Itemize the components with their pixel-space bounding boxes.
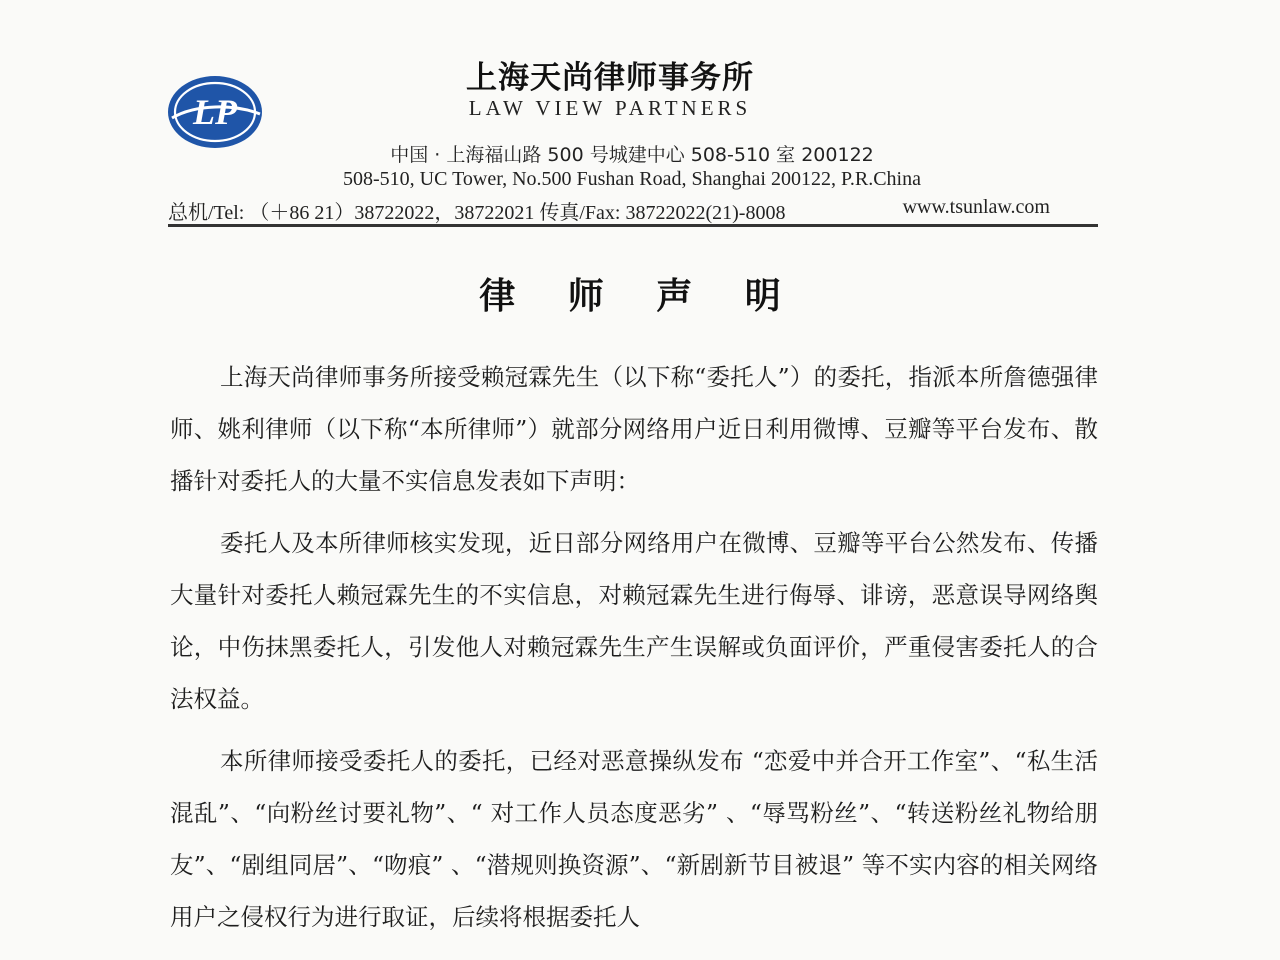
- address-english: 508-510, UC Tower, No.500 Fushan Road, Shanghai 200122, P.R.China: [343, 168, 921, 190]
- document-title: 律 师 声 明: [479, 276, 801, 317]
- logo-lettering: LP: [193, 92, 237, 132]
- address-chinese: 中国 · 上海福山路 500 号城建中心 508-510 室 200122: [390, 144, 874, 166]
- firm-name-chinese: 上海天尚律师事务所: [466, 60, 754, 96]
- paragraph: 上海天尚律师事务所接受赖冠霖先生（以下称“委托人”）的委托，指派本所詹德强律师、姚利律师（以下称“本所律师”）就部分网络用户近日利用微博、豆瓣等平台发布、散播针对委托人的大量不实信息发表如下声明：: [170, 363, 1098, 495]
- contact-line: [168, 196, 1098, 225]
- phone-fax: 总机/Tel: （＋86 21）38722022，38722021 传真/Fax: 38722022(21)-8008: [168, 202, 786, 224]
- website-link[interactable]: www.tsunlaw.com: [902, 196, 1050, 218]
- firm-name-english: LAW VIEW PARTNERS: [468, 96, 752, 120]
- paragraph: 本所律师接受委托人的委托，已经对恶意操纵发布 “恋爱中并合开工作室”、“私生活混乱”、“向粉丝讨要礼物”、“ 对工作人员态度恶劣” 、“辱骂粉丝”、“转送粉丝礼物给朋友”、“剧组同居”、“吻痕” 、“潜规则换资源”、“新剧新节目被退” 等不实内容的相关网络用户之侵权行为进行取证，后续将根据委托人: [170, 747, 1098, 931]
- law-firm-logo: [166, 74, 264, 150]
- paragraph: 委托人及本所律师核实发现，近日部分网络用户在微博、豆瓣等平台公然发布、传播大量针对委托人赖冠霖先生的不实信息，对赖冠霖先生进行侮辱、诽谤，恶意误导网络舆论，中伤抹黑委托人，引发他人对赖冠霖先生产生误解或负面评价，严重侵害委托人的合法权益。: [170, 529, 1098, 713]
- document-body: [170, 351, 1098, 953]
- letterhead-divider: [168, 224, 1098, 227]
